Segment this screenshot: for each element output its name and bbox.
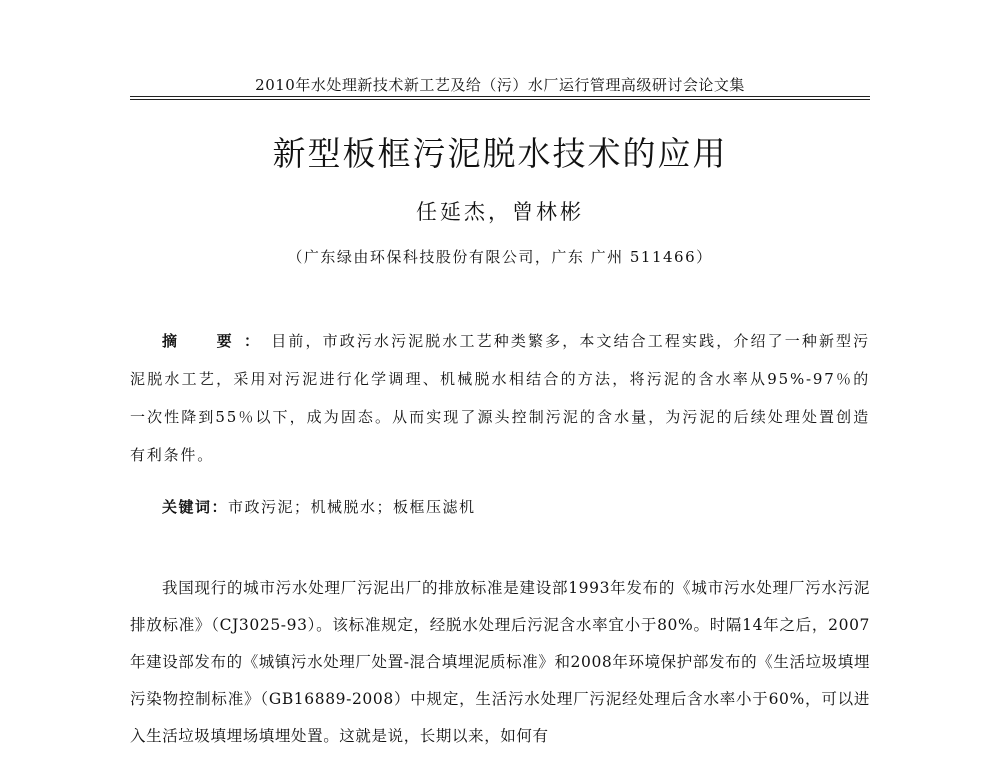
- abstract-text: 目前，市政污水污泥脱水工艺种类繁多，本文结合工程实践，介绍了一种新型污泥脱水工艺，采用对污泥进行化学调理、机械脱水相结合的方法，将污泥的含水率从95%-97％的一次性降到55％以下，成为固态。从而实现了源头控制污泥的含水量，为污泥的后续处理处置创造有利条件。: [130, 332, 870, 464]
- keywords-text: 市政污泥；机械脱水；板框压滤机: [228, 498, 476, 516]
- paper-affiliation: （广东绿由环保科技股份有限公司，广东 广州 511466）: [287, 248, 713, 266]
- body-paragraph: 我国现行的城市污水处理厂污泥出厂的排放标准是建设部1993年发布的《城市污水处理厂污水污泥排放标准》（CJ3025-93）。该标准规定，经脱水处理后污泥含水率宜小于80%。时隔14年之后，2007年建设部发布的《城镇污水处理厂处置-混合填埋泥质标准》和2008年环境保护部发布的《生活垃圾填埋污染物控制标准》（GB16889-2008）中规定，生活污水处理厂污泥经处理后含水率小于60%，可以进入生活垃圾填埋场填埋处置。这就是说，长期以来，如何有: [130, 579, 870, 745]
- header-rule: [130, 96, 870, 100]
- keywords-block: [162, 496, 870, 517]
- abstract-block: [130, 322, 870, 474]
- paper-title: 新型板框污泥脱水技术的应用: [272, 134, 728, 173]
- paper-authors: 任延杰，曾林彬: [416, 200, 584, 224]
- abstract-label: 摘 要：: [162, 332, 272, 350]
- keywords-label: 关键词：: [162, 498, 229, 516]
- running-header: 2010年水处理新技术新工艺及给（污）水厂运行管理高级研讨会论文集: [255, 76, 745, 94]
